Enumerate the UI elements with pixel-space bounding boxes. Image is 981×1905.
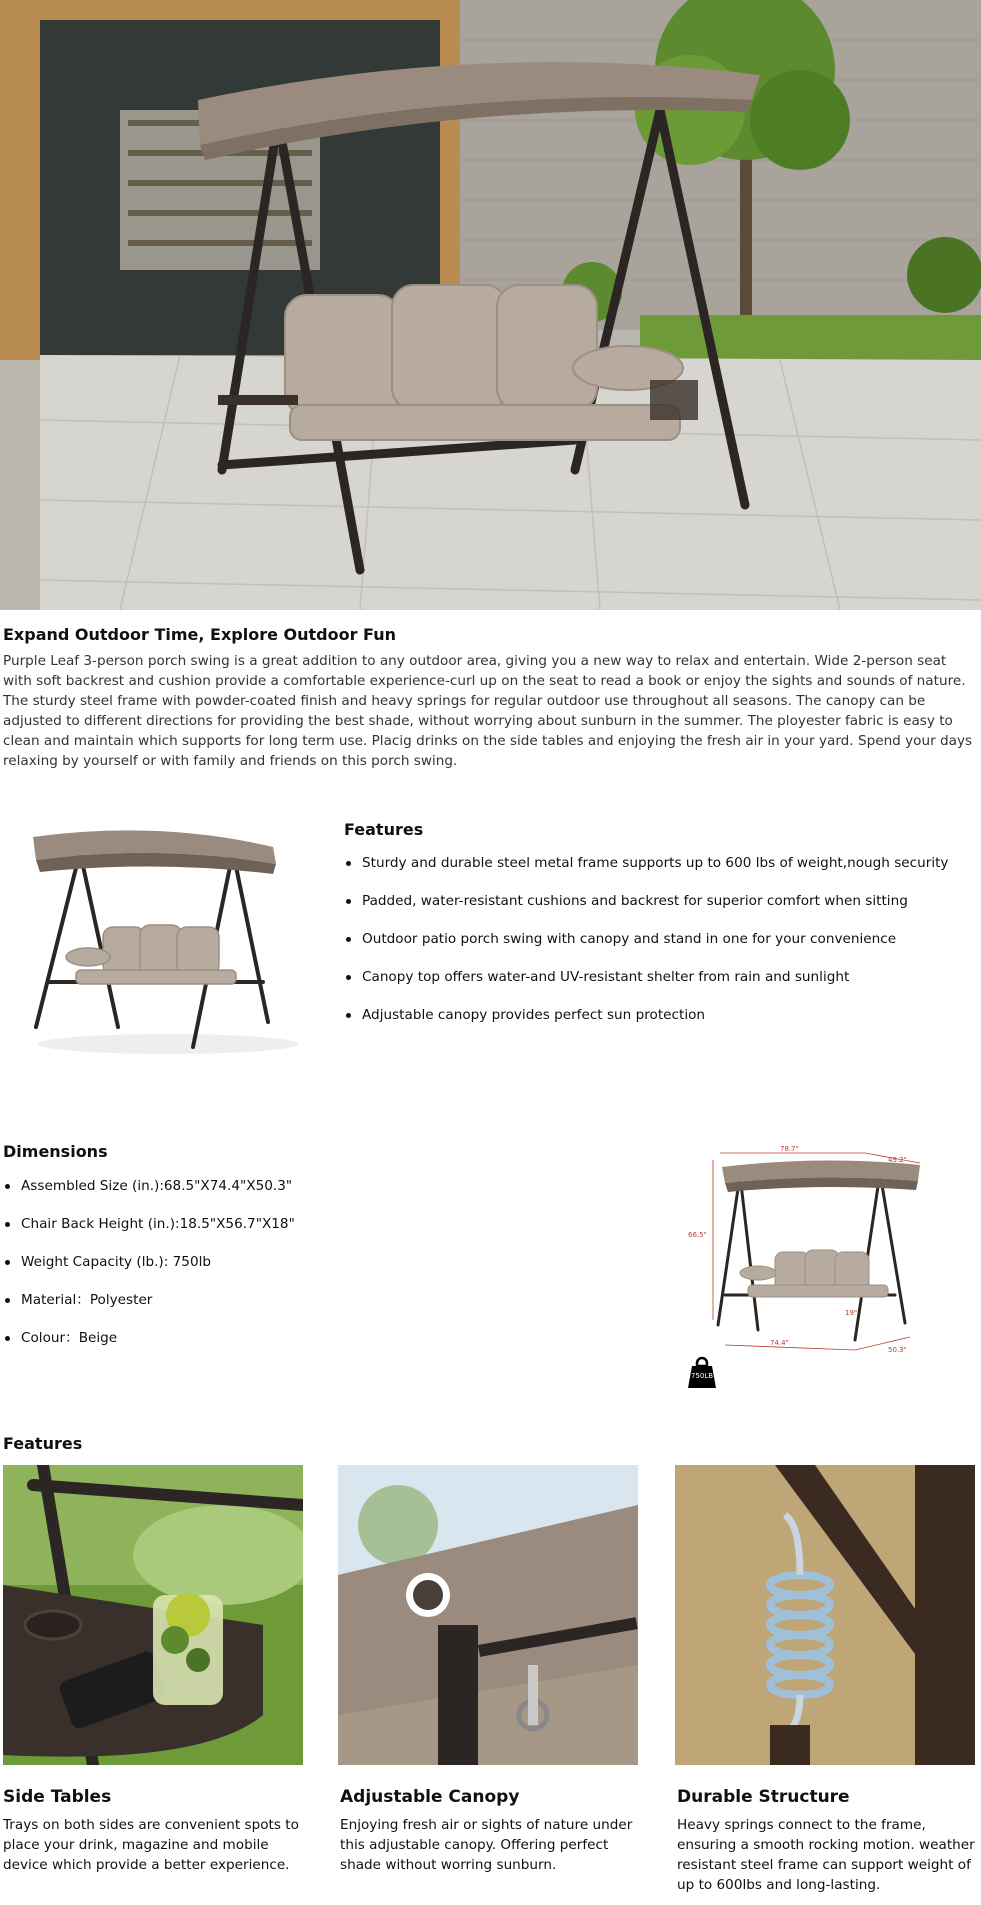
dim-base-depth: 50.3" <box>888 1346 907 1354</box>
features-list <box>344 853 964 1043</box>
weight-icon <box>686 1354 718 1390</box>
dim-top-width: 78.7" <box>780 1145 799 1153</box>
canopy-closeup-photo <box>338 1465 638 1765</box>
features-heading: Features <box>344 820 424 839</box>
spring-closeup-photo <box>675 1465 975 1765</box>
porch-swing-patio-photo <box>0 0 981 610</box>
tile-desc-side-tables: Trays on both sides are convenient spots to place your drink, magazine and mobile device which provide a better experience. <box>3 1817 299 1873</box>
side-tables-image <box>3 1465 303 1765</box>
tile-title-durable-structure: Durable Structure <box>677 1787 850 1807</box>
features2-heading: Features <box>3 1434 83 1453</box>
tile-title-side-tables: Side Tables <box>3 1787 112 1807</box>
dimensions-item: Material：Polyester <box>3 1290 523 1328</box>
dimensions-list <box>3 1176 523 1366</box>
features-item: Adjustable canopy provides perfect sun protection <box>344 1005 964 1043</box>
tile-title-adjustable-canopy: Adjustable Canopy <box>340 1787 520 1807</box>
intro-heading: Expand Outdoor Time, Explore Outdoor Fun <box>3 625 396 644</box>
swing-product-illustration <box>18 822 308 1062</box>
side-table-photo <box>3 1465 303 1765</box>
dimensions-item: Chair Back Height (in.):18.5"X56.7"X18" <box>3 1214 523 1252</box>
dimension-diagram-drawing <box>680 1145 950 1400</box>
tile-desc-adjustable-canopy: Enjoying fresh air or sights of nature under this adjustable canopy. Offering perfect shade without worring sunburn. <box>340 1817 633 1873</box>
durable-structure-image <box>675 1465 975 1765</box>
tile-desc-durable-structure: Heavy springs connect to the frame, ensuring a smooth rocking motion. weather resistant steel frame can support weight of up to 600lbs and long-lasting. <box>677 1817 975 1893</box>
dim-seat-depth: 19" <box>845 1309 858 1317</box>
dim-base-width: 74.4" <box>770 1339 789 1347</box>
dimensions-item: Weight Capacity (lb.): 750lb <box>3 1252 523 1290</box>
adjustable-canopy-image <box>338 1465 638 1765</box>
dim-top-depth: 49.2" <box>888 1156 907 1164</box>
hero-image <box>0 0 981 610</box>
swing-product-image <box>18 822 308 1062</box>
features-item: Outdoor patio porch swing with canopy and stand in one for your convenience <box>344 929 964 967</box>
dimension-diagram <box>680 1145 950 1400</box>
features-item: Padded, water-resistant cushions and backrest for superior comfort when sitting <box>344 891 964 929</box>
weight-badge-label: 750LB <box>690 1372 714 1380</box>
features-item: Sturdy and durable steel metal frame supports up to 600 lbs of weight,nough security <box>344 853 964 891</box>
dimensions-item: Assembled Size (in.):68.5"X74.4"X50.3" <box>3 1176 523 1214</box>
intro-body: Purple Leaf 3-person porch swing is a great addition to any outdoor area, giving you a new way to relax and entertain. Wide 2-person seat with soft backrest and cushion provide a comfortable experience-curl up on the seat to read a book or enjoy the sights and sounds of nature. The sturdy steel frame with powder-coated finish and heavy springs for regular outdoor use throughout all seasons. The canopy can be adjusted to different directions for providing the best shade, without worrying about sunburn in the summer. The ployester fabric is easy to clean and maintain which supports for long term use. Placig drinks on the side tables and enjoying the fresh air in your yard. Spend your days relaxing by yourself or with family and friends on this porch swing. <box>3 653 973 769</box>
dimensions-heading: Dimensions <box>3 1142 108 1161</box>
features-item: Canopy top offers water-and UV-resistant shelter from rain and sunlight <box>344 967 964 1005</box>
dim-height: 66.5" <box>688 1231 707 1239</box>
dimensions-item: Colour：Beige <box>3 1328 523 1366</box>
